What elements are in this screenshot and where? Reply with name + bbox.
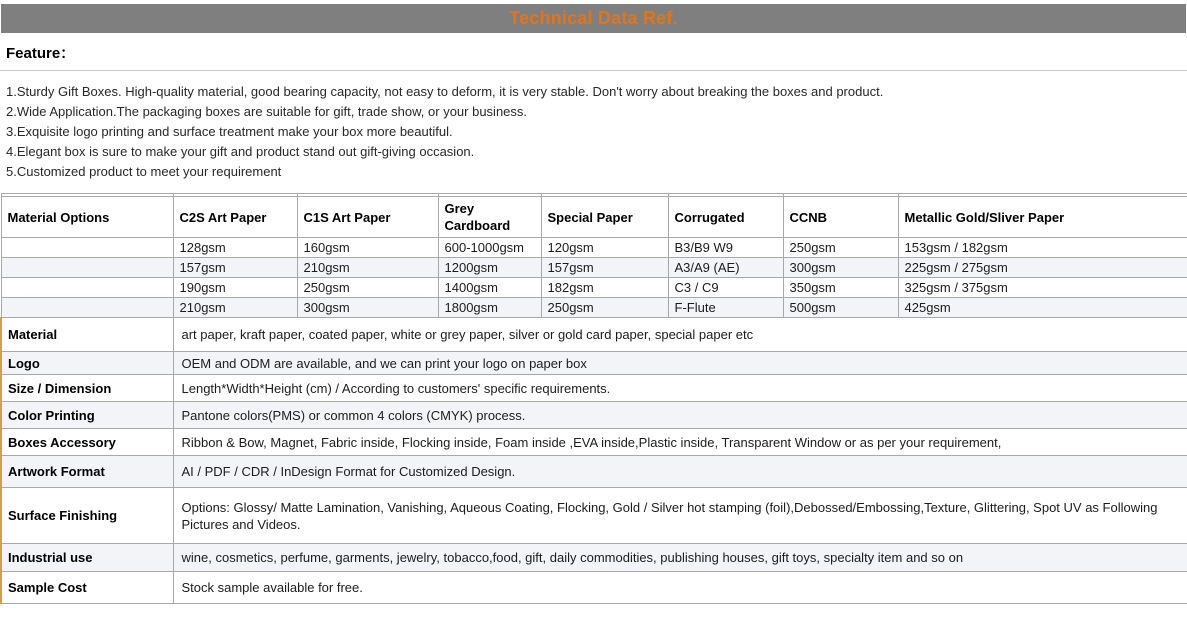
- spec-label: Size / Dimension: [1, 375, 173, 402]
- table-header-row: [1, 197, 1187, 238]
- spec-label: Logo: [1, 352, 173, 375]
- gsm-cell: 600-1000gsm: [438, 238, 541, 258]
- gsm-cell: 1800gsm: [438, 298, 541, 318]
- column-header: Special Paper: [541, 197, 668, 238]
- column-header: Grey Cardboard: [438, 197, 541, 238]
- gsm-cell: 153gsm / 182gsm: [898, 238, 1187, 258]
- gsm-cell: [1, 298, 173, 318]
- gsm-cell: 250gsm: [297, 278, 438, 298]
- gsm-cell: 1200gsm: [438, 258, 541, 278]
- spec-label: Sample Cost: [1, 572, 173, 604]
- gsm-row: [1, 258, 1187, 278]
- column-header: C1S Art Paper: [297, 197, 438, 238]
- feature-heading: Feature：: [0, 33, 1187, 71]
- gsm-cell: 225gsm / 275gsm: [898, 258, 1187, 278]
- spec-value: OEM and ODM are available, and we can print your logo on paper box: [173, 352, 1187, 375]
- spec-row: [1, 352, 1187, 375]
- spec-value: art paper, kraft paper, coated paper, white or grey paper, silver or gold card paper, special paper etc: [173, 318, 1187, 352]
- spec-value: Stock sample available for free.: [173, 572, 1187, 604]
- spec-value: AI / PDF / CDR / InDesign Format for Customized Design.: [173, 456, 1187, 488]
- feature-item: 2.Wide Application.The packaging boxes are suitable for gift, trade show, or your business.: [6, 104, 528, 119]
- feature-item: 1.Sturdy Gift Boxes. High-quality material, good bearing capacity, not easy to deform, it is very stable. Don't worry about breaking the boxes and product.: [6, 84, 884, 99]
- spec-label: Surface Finishing: [1, 488, 173, 544]
- feature-item: 3.Exquisite logo printing and surface treatment make your box more beautiful.: [6, 124, 453, 139]
- gsm-cell: A3/A9 (AE): [668, 258, 783, 278]
- spec-value: Options: Glossy/ Matte Lamination, Vanishing, Aqueous Coating, Flocking, Gold / Silver hot stamping (foil),Debossed/Embossing,Texture, Glittering, Spot UV as Following Pictures and Videos.: [173, 488, 1187, 544]
- gsm-cell: [1, 258, 173, 278]
- gsm-row: [1, 298, 1187, 318]
- gsm-cell: 128gsm: [173, 238, 297, 258]
- column-header: Material Options: [1, 197, 173, 238]
- gsm-cell: B3/B9 W9: [668, 238, 783, 258]
- gsm-cell: 350gsm: [783, 278, 898, 298]
- gsm-cell: 250gsm: [783, 238, 898, 258]
- column-header: CCNB: [783, 197, 898, 238]
- gsm-cell: 182gsm: [541, 278, 668, 298]
- gsm-cell: 190gsm: [173, 278, 297, 298]
- feature-item: 5.Customized product to meet your requirement: [6, 164, 282, 179]
- spec-row: [1, 572, 1187, 604]
- spec-value: Pantone colors(PMS) or common 4 colors (CMYK) process.: [173, 402, 1187, 429]
- gsm-cell: 210gsm: [297, 258, 438, 278]
- spec-row: [1, 544, 1187, 572]
- gsm-cell: 325gsm / 375gsm: [898, 278, 1187, 298]
- spec-label: Industrial use: [1, 544, 173, 572]
- gsm-row: [1, 278, 1187, 298]
- technical-data-table: [0, 193, 1187, 604]
- spec-value: wine, cosmetics, perfume, garments, jewelry, tobacco,food, gift, daily commodities, publishing houses, gift toys, specialty item and so on: [173, 544, 1187, 572]
- spec-value: Ribbon & Bow, Magnet, Fabric inside, Flocking inside, Foam inside ,EVA inside,Plastic inside, Transparent Window or as per your requirement,: [173, 429, 1187, 456]
- gsm-cell: [1, 278, 173, 298]
- page-title: Technical Data Ref.: [509, 8, 678, 28]
- gsm-cell: 160gsm: [297, 238, 438, 258]
- gsm-cell: [1, 238, 173, 258]
- gsm-cell: 157gsm: [173, 258, 297, 278]
- spec-row: [1, 402, 1187, 429]
- gsm-cell: 157gsm: [541, 258, 668, 278]
- spec-label: Color Printing: [1, 402, 173, 429]
- gsm-cell: 300gsm: [783, 258, 898, 278]
- gsm-cell: 250gsm: [541, 298, 668, 318]
- gsm-cell: C3 / C9: [668, 278, 783, 298]
- spec-row: [1, 456, 1187, 488]
- spec-label: Artwork Format: [1, 456, 173, 488]
- gsm-cell: 210gsm: [173, 298, 297, 318]
- column-header: Metallic Gold/Sliver Paper: [898, 197, 1187, 238]
- gsm-cell: 1400gsm: [438, 278, 541, 298]
- spec-row: [1, 318, 1187, 352]
- gsm-cell: 300gsm: [297, 298, 438, 318]
- spec-row: [1, 429, 1187, 456]
- spec-row: [1, 375, 1187, 402]
- gsm-cell: 500gsm: [783, 298, 898, 318]
- gsm-row: [1, 238, 1187, 258]
- feature-list: [0, 71, 1187, 190]
- column-header: C2S Art Paper: [173, 197, 297, 238]
- title-bar: [1, 4, 1186, 33]
- column-header: Corrugated: [668, 197, 783, 238]
- spec-row: [1, 488, 1187, 544]
- spec-label: Boxes Accessory: [1, 429, 173, 456]
- gsm-cell: F-Flute: [668, 298, 783, 318]
- gsm-cell: 425gsm: [898, 298, 1187, 318]
- feature-item: 4.Elegant box is sure to make your gift and product stand out gift-giving occasion.: [6, 144, 475, 159]
- spec-value: Length*Width*Height (cm) / According to customers' specific requirements.: [173, 375, 1187, 402]
- gsm-cell: 120gsm: [541, 238, 668, 258]
- spec-label: Material: [1, 318, 173, 352]
